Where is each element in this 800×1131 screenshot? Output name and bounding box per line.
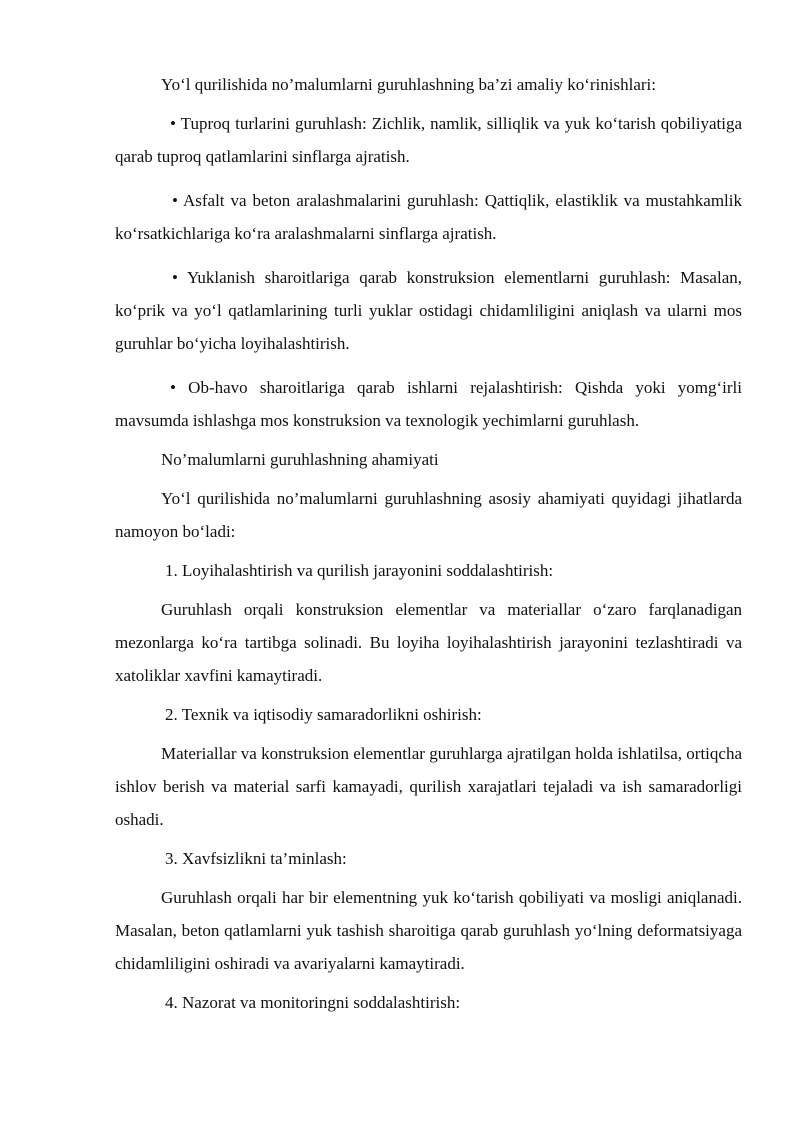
item-2-body: Materiallar va konstruksion elementlar guruhlarga ajratilgan holda ishlatilsa, ortiqcha ishlov berish va material sarfi kamayadi, qurilish xarajatlari tejaladi va ish samaradorligi oshadi. <box>115 744 742 829</box>
item-3-body: Guruhlash orqali har bir elementning yuk ko‘tarish qobiliyati va mosligi aniqlanadi. Masalan, beton qatlamlarni yuk tashish sharoitiga qarab guruhlash yo‘lning deformatsiyaga chidamliligini oshiradi va avariyalarni kamaytiradi. <box>115 888 742 973</box>
item-1-title: 1. Loyihalashtirish va qurilish jarayonini soddalashtirish: <box>165 561 554 580</box>
item-2-title: 2. Texnik va iqtisodiy samaradorlikni oshirish: <box>165 705 482 724</box>
bullet-load-grouping: • Yuklanish sharoitlariga qarab konstruksion elementlarni guruhlash: Masalan, ko‘prik va yo‘l qatlamlarining turli yuklar ostidagi chidamliligini aniqlash va ularni mos guruhlar bo‘yicha loyihalashtirish. <box>115 268 742 353</box>
bullet-asphalt-grouping: • Asfalt va beton aralashmalarini guruhlash: Qattiqlik, elastiklik va mustahkamlik ko‘rsatkichlariga ko‘ra aralashmalarni sinflarga ajratish. <box>115 191 742 243</box>
bullet-soil-grouping: • Tuproq turlarini guruhlash: Zichlik, namlik, silliqlik va yuk ko‘tarish qobiliyatiga qarab tuproq qatlamlarini sinflarga ajratish. <box>115 114 742 166</box>
item-4-title: 4. Nazorat va monitoringni soddalashtirish: <box>165 993 461 1012</box>
item-1-body: Guruhlash orqali konstruksion elementlar va materiallar o‘zaro farqlanadigan mezonlarga ko‘ra tartibga solinadi. Bu loyiha loyihalashtirish jarayonini tezlashtiradi va xatoliklar xavfini kamaytiradi. <box>115 600 742 685</box>
document-page <box>115 68 742 1019</box>
intro-line: Yo‘l qurilishida no’malumlarni guruhlashning ba’zi amaliy ko‘rinishlari: <box>161 75 656 94</box>
item-3-title: 3. Xavfsizlikni ta’minlash: <box>165 849 347 868</box>
bullet-weather-planning: • Ob-havo sharoitlariga qarab ishlarni rejalashtirish: Qishda yoki yomg‘irli mavsumda ishlashga mos konstruksion va texnologik yechimlarni guruhlash. <box>115 378 742 430</box>
section-title: No’malumlarni guruhlashning ahamiyati <box>161 450 439 469</box>
section-intro: Yo‘l qurilishida no’malumlarni guruhlashning asosiy ahamiyati quyidagi jihatlarda namoyon bo‘ladi: <box>115 489 742 541</box>
